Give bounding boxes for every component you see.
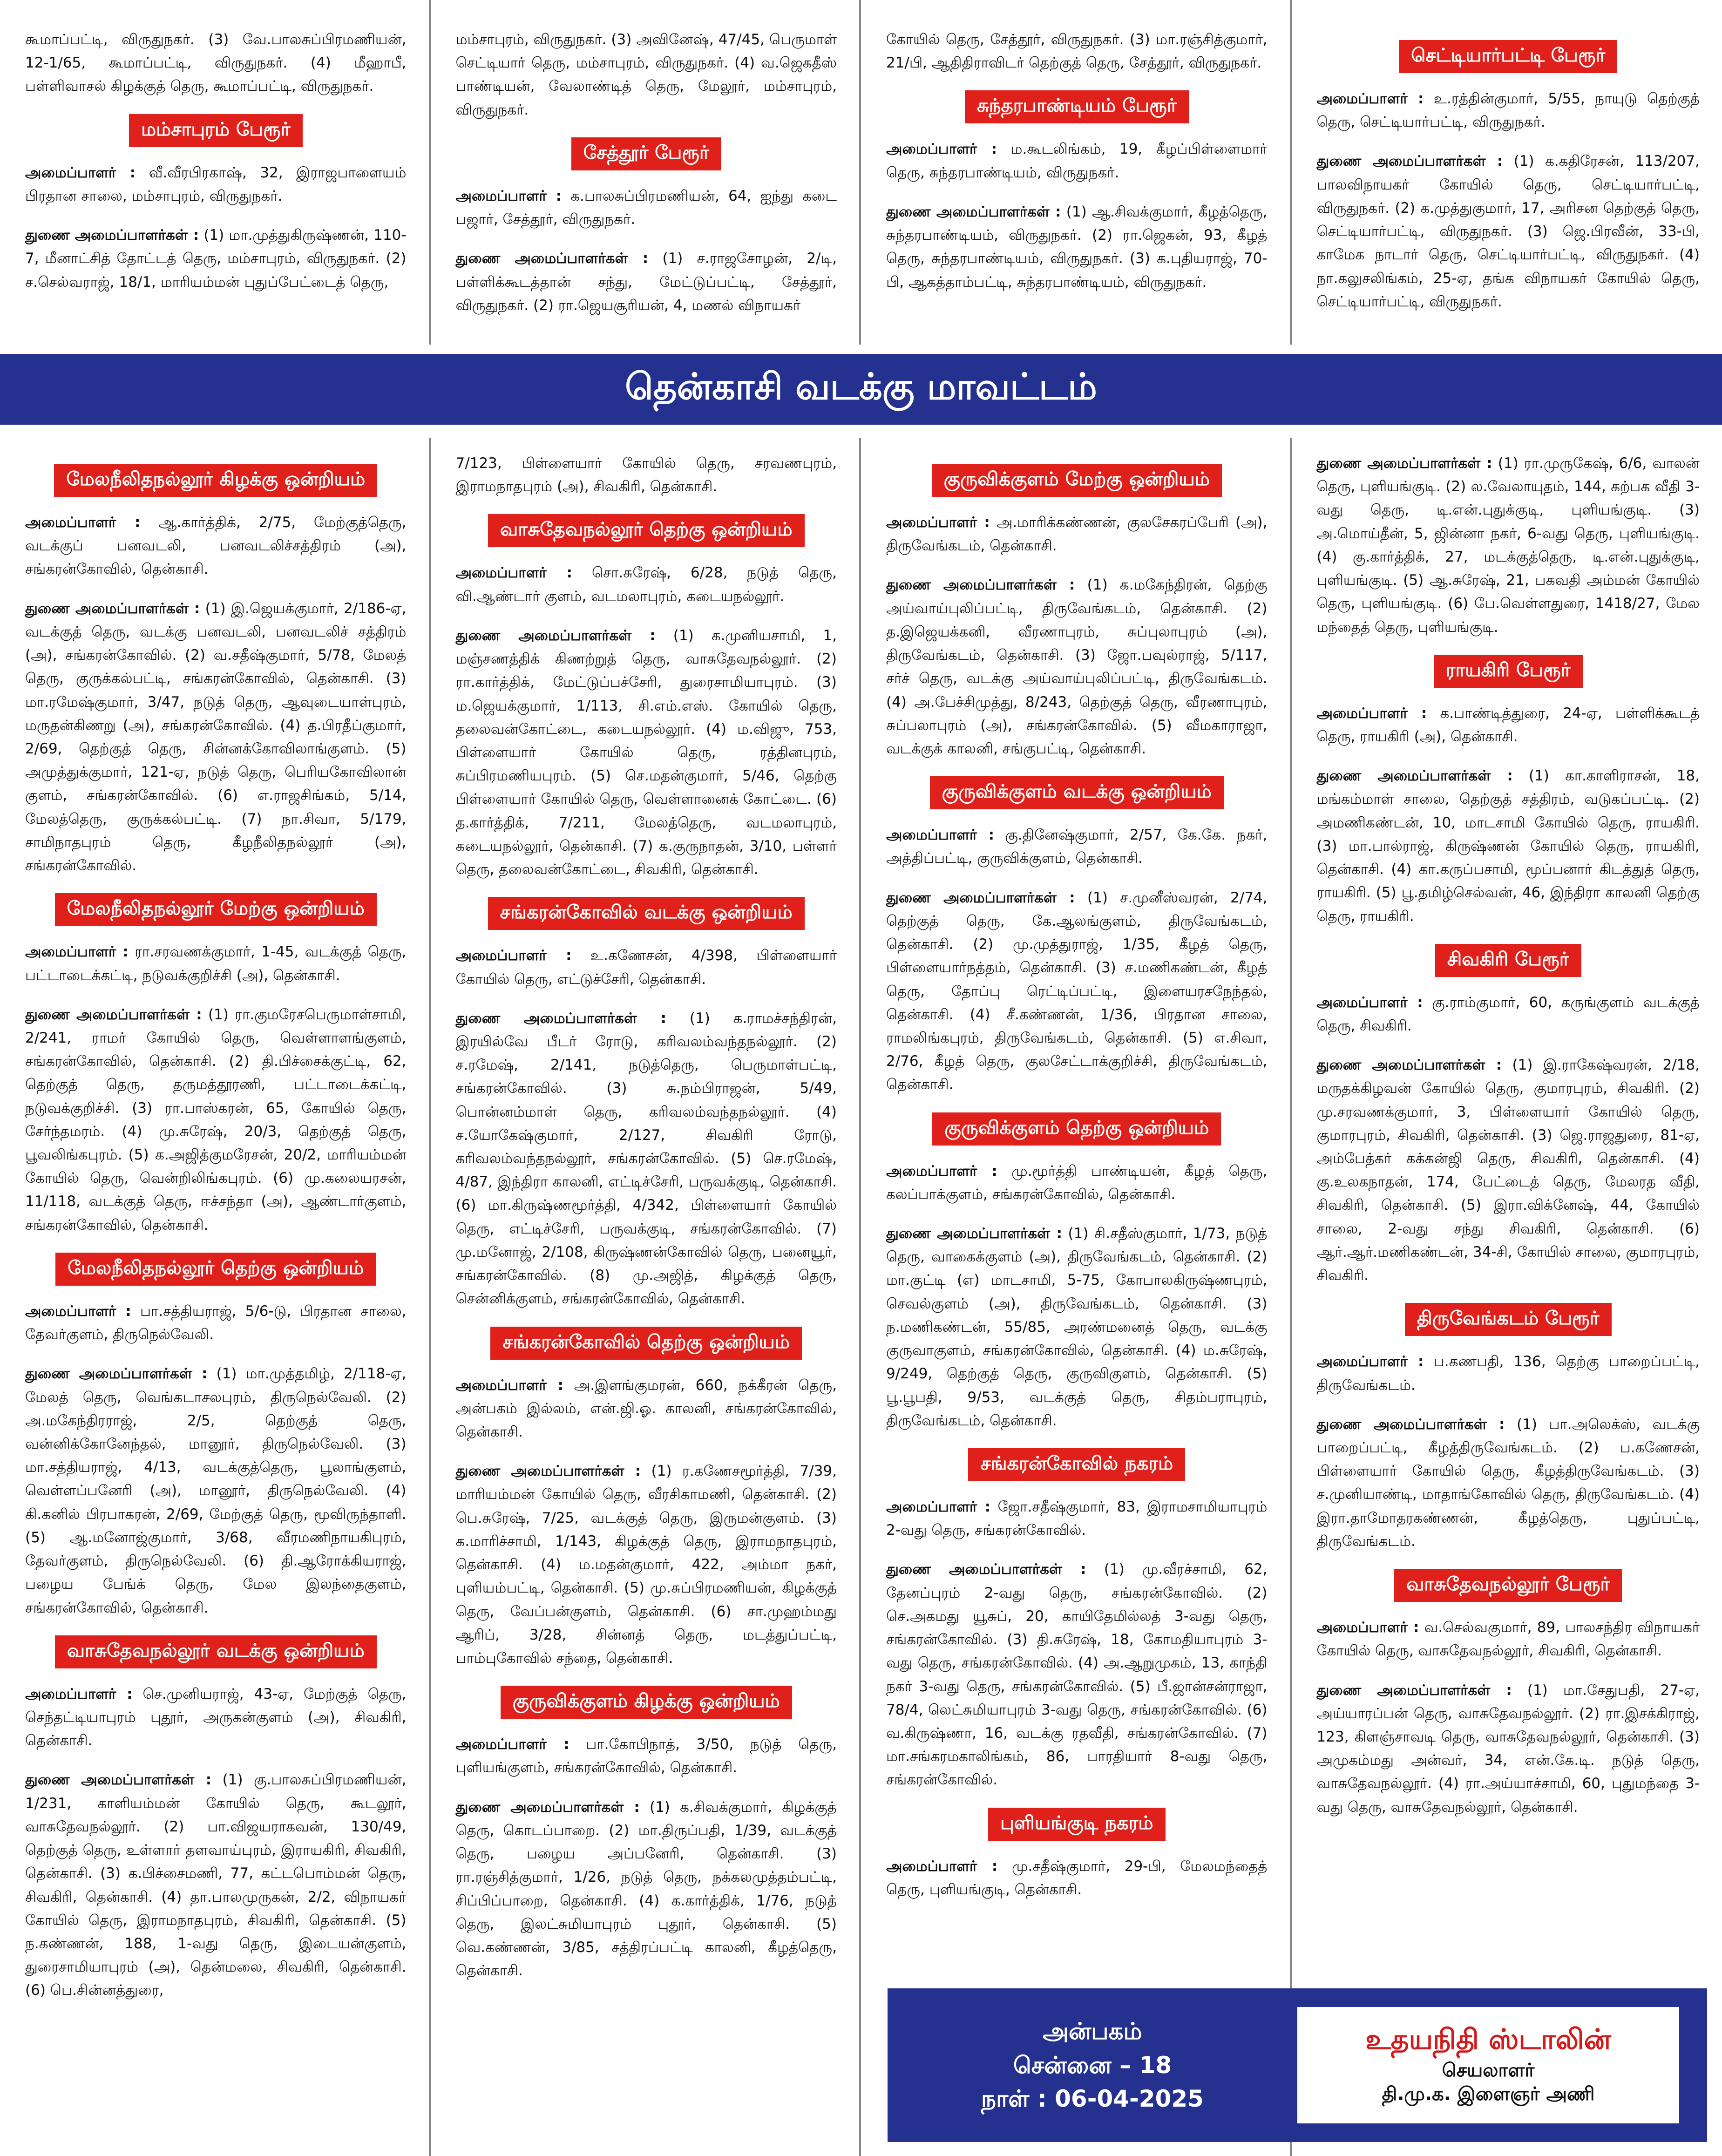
label: அமைப்பாளர் : xyxy=(886,827,995,844)
main-column-2 xyxy=(431,438,861,2156)
label: துணை அமைப்பாளர்கள் : xyxy=(886,1225,1062,1242)
text: (1) கு.பாலசுப்பிரமணியன், 1/231, காளியம்மன் கோயில் தெரு, கூடலூர், வாசுதேவநல்லூர். (2) பா.விஜயராகவன், 130/49, தெற்குத் தெரு, உள்ளார் தளவாய்புரம், இராயகிரி, சிவகிரி, தென்காசி. (3) க.பிச்சைமணி, 77, கட்டபொம்மன் தெரு, சிவகிரி, தென்காசி. (4) தா.பாலமுருகன், 2/2, விநாயகர் கோயில் தெரு, இராமநாதபுரம், சிவகிரி, தென்காசி. (5) ந.கண்ணன், 188, 1-வது தெரு, இடையன்குளம், துரைசாமியாபுரம் (அ), தென்மலை, சிவகிரி, தென்காசி. (6) பெ.சின்னத்துரை, xyxy=(25,1771,407,1999)
label: அமைப்பாளர் : xyxy=(886,141,997,158)
paragraph xyxy=(25,511,407,581)
label: அமைப்பாளர் : xyxy=(1316,994,1423,1011)
text: ரா.சரவணக்குமார், 1-45, வடக்குத் தெரு, பட்டாடைக்கட்டி, நடுவக்குறிச்சி (அ), தென்காசி. xyxy=(25,943,407,984)
text: க.பாண்டித்துரை, 24-ஏ, பள்ளிக்கூடத் தெரு, ராயகிரி (அ), தென்காசி. xyxy=(1316,705,1700,745)
label: அமைப்பாளர் : xyxy=(455,1736,569,1753)
paragraph xyxy=(25,1003,407,1237)
paragraph xyxy=(456,247,837,317)
section-heading: குருவிக்குளம் மேற்கு ஒன்றியம் xyxy=(932,464,1222,497)
label: அமைப்பாளர் : xyxy=(455,1376,563,1394)
paragraph xyxy=(1317,452,1700,639)
paragraph xyxy=(886,1558,1268,1791)
text: அ.மாரிக்கண்ணன், குலசேகரப்பேரி (அ), திருவேங்கடம், தென்காசி. xyxy=(886,514,1268,555)
signatory-wing: தி.மு.க. இளைஞர் அணி xyxy=(1382,2083,1595,2105)
label: அமைப்பாளர் : xyxy=(886,1858,998,1875)
label: அமைப்பாளர் : xyxy=(1316,705,1427,722)
main-column-1 xyxy=(0,438,431,2156)
label: துணை அமைப்பாளர்கள் : xyxy=(455,1463,641,1480)
top-column-1 xyxy=(0,0,431,345)
text: (1) க.முனியசாமி, 1, மஞ்சணத்திக் கிணற்றுத் தெரு, வாசுதேவநல்லூர். (2) ரா.கார்த்திக், மேட்டுப்பச்சேரி, துரைசாமியாபுரம். (3) ம.ஜெயக்குமார், 1/113, சி.எம்.எஸ். கோயில் தெரு, தலைவன்கோட்டை, கடையநல்லூர். (4) ம.விஜு, 753, பிள்ளையார் கோயில் தெரு, ரத்தினபுரம், சுப்பிரமணியபுரம். (5) செ.மதன்குமார், 5/46, தெற்கு பிள்ளையார் கோயில் தெரு, வெள்ளானைக் கோட்டை. (6) த.கார்த்திக், 7/211, மேலத்தெரு, வடமலாபுரம், கடையநல்லூர், தென்காசி. (7) க.குருநாதன், 3/10, பள்ளர் தெரு, தலைவன்கோட்டை, சிவகிரி, தென்காசி. xyxy=(455,627,837,878)
text: கு.ராம்குமார், 60, கருங்குளம் வடக்குத் தெரு, சிவகிரி. xyxy=(1316,994,1700,1034)
label: துணை அமைப்பாளர்கள் : xyxy=(25,227,199,244)
label: அமைப்பாளர் : xyxy=(25,943,129,961)
label: அமைப்பாளர் : xyxy=(886,1162,997,1180)
paragraph: கோயில் தெரு, சேத்தூர், விருதுநகர். (3) மா.ரஞ்சித்குமார், 21/பி, ஆதிதிராவிடர் தெற்குத் தெரு, சேத்தூர், விருதுநகர். xyxy=(886,31,1268,72)
main-column-3 xyxy=(861,438,1292,2156)
paragraph xyxy=(456,624,837,881)
section-heading: சேத்தூர் பேரூர் xyxy=(571,137,721,170)
paragraph xyxy=(886,200,1268,294)
label: துணை அமைப்பாளர்கள் : xyxy=(1316,1416,1505,1433)
signatory-name: உதயநிதி ஸ்டாலின் xyxy=(1365,2023,1611,2056)
label: துணை அமைப்பாளர்கள் : xyxy=(1316,455,1492,472)
section-heading: வாசுதேவநல்லூர் பேரூர் xyxy=(1394,1569,1622,1602)
text: வ.செல்வகுமார், 89, பாலசந்திர விநாயகர் கோயில் தெரு, வாசுதேவநல்லூர், சிவகிரி, தென்காசி. xyxy=(1316,1619,1700,1660)
label: அமைப்பாளர் : xyxy=(455,947,572,964)
label: துணை அமைப்பாளர்கள் : xyxy=(25,600,200,617)
text: (1) பா.அலெக்ஸ், வடக்கு பாறைப்பட்டி, கீழத்திருவேங்கடம். (2) ப.கணேசன், பிள்ளையார் கோயில் தெரு, கீழத்திருவேங்கடம். (3) ச.முனியாண்டி, மாதாங்கோவில் தெரு, திருவேங்கடம். (4) இரா.தாமோதரகண்ணன், கீழத்தெரு, புதுப்பட்டி, திருவேங்கடம். xyxy=(1316,1416,1700,1550)
label: அமைப்பாளர் : xyxy=(455,564,572,582)
section-heading: சுந்தரபாண்டியம் பேரூர் xyxy=(965,90,1189,123)
section-heading: குருவிக்குளம் தெற்கு ஒன்றியம் xyxy=(932,1112,1221,1146)
label: அமைப்பாளர் : xyxy=(1316,1619,1419,1636)
label: துணை அமைப்பாளர்கள் : xyxy=(886,889,1075,906)
footer-box xyxy=(888,1988,1707,2142)
text: (1) கா.காளிராசன், 18, மங்கம்மாள் சாலை, தெற்குத் சத்திரம், வடுகப்பட்டி. (2) அமணிகண்டன், 10, மாடசாமி கோயில் தெரு, ராயகிரி. (3) மா.பால்ராஜ், கிருஷ்ணன் கோயில் தெரு, ராயகிரி, தென்காசி. (4) கா.கருப்பசாமி, மூப்பனார் கிடத்துத் தெரு, ராயகிரி. (5) பூ.தமிழ்செல்வன், 46, இந்திரா காலனி தெற்கு தெரு, ராயகிரி. xyxy=(1316,767,1700,925)
label: அமைப்பாளர் : xyxy=(25,1685,133,1702)
label: துணை அமைப்பாளர்கள் : xyxy=(1316,1681,1512,1699)
text: உ.கணேசன், 4/398, பிள்ளையார் கோயில் தெரு, எட்டுச்சேரி, தென்காசி. xyxy=(455,947,837,988)
label: அமைப்பாளர் : xyxy=(886,1498,991,1515)
paragraph xyxy=(886,1495,1268,1542)
text: வீ.வீரபிரகாஷ், 32, இராஜபாளையம் பிரதான சாலை, மம்சாபுரம், விருதுநகர். xyxy=(25,164,407,204)
section-heading: குருவிக்குளம் கிழக்கு ஒன்றியம் xyxy=(501,1686,792,1719)
section-heading: மம்சாபுரம் பேரூர் xyxy=(129,114,303,147)
paragraph xyxy=(886,511,1268,557)
text: அ.இளங்குமரன், 660, நக்கீரன் தெரு, அன்பகம் இல்லம், என்.ஜி.ஓ. காலனி, சங்கரன்கோவில், தென்காசி. xyxy=(455,1376,837,1440)
paragraph xyxy=(456,1374,837,1444)
label: அமைப்பாளர் : xyxy=(886,514,990,531)
section-heading: மேலநீலிதநல்லூர் மேற்கு ஒன்றியம் xyxy=(55,893,377,926)
section-heading: சங்கரன்கோவில் நகரம் xyxy=(968,1448,1185,1481)
paragraph xyxy=(456,184,837,231)
paragraph xyxy=(1317,1679,1700,1819)
paragraph xyxy=(886,137,1268,184)
label: அமைப்பாளர் : xyxy=(455,187,562,204)
paragraph xyxy=(1317,87,1700,134)
main-section xyxy=(0,438,1722,2156)
section-heading: மேலநீலிதநல்லூர் தெற்கு ஒன்றியம் xyxy=(55,1253,376,1286)
paragraph xyxy=(456,1733,837,1779)
label: துணை அமைப்பாளர்கள் : xyxy=(1316,767,1513,785)
text: (1) இ.ராகேஷ்வரன், 2/18, மருதக்கிழவன் கோயில் தெரு, குமாரபுரம், சிவகிரி. (2) மு.சரவணக்குமார், 3, பிள்ளையார் கோயில் தெரு, குமாரபுரம், சிவகிரி, தென்காசி. (3) ஜெ.ராஜதுரை, 81-ஏ, அம்பேத்கர் கக்கன்ஜி தெரு, சிவகிரி, தென்காசி. (4) கு.உலகநாதன், 174, பேட்டைத் தெரு, மேலரத வீதி, சிவகிரி, தென்காசி. (5) இரா.விக்னேஷ், 44, கோயில் சாலை, 2-வது சந்து சிவகிரி, தென்காசி. (6) ஆர்.ஆர்.மணிகண்டன், 34-சி, கோயில் சாலை, குமாரபுரம், சிவகிரி. xyxy=(1316,1057,1700,1284)
section-heading: ராயகிரி பேரூர் xyxy=(1434,655,1583,688)
text: மு.சதீஷ்குமார், 29-பி, மேலமந்தைத் தெரு, புளியங்குடி, தென்காசி. xyxy=(886,1858,1268,1898)
paragraph: 7/123, பிள்ளையார் கோயில் தெரு, சரவணபுரம், இராமநாதபுரம் (அ), சிவகிரி, தென்காசி. xyxy=(455,455,837,495)
label: அமைப்பாளர் : xyxy=(25,1302,131,1320)
paragraph xyxy=(1317,1350,1700,1397)
text: (1) க.மகேந்திரன், தெற்கு அய்வாய்புலிப்பட்டி, திருவேங்கடம், தென்காசி. (2) த.இஜெயக்கனி, வீரணாபுரம், சுப்புலாபுரம் (அ), திருவேங்கடம், தென்காசி. (3) ஜோ.பவுல்ராஜ், 5/117, சர்ச் தெரு, வடக்கு அய்வாய்புலிப்பட்டி, திருவேங்கடம். (4) அ.பேச்சிமுத்து, 8/243, தெற்குத் தெரு, வீரணாபுரம், சுப்பலாபுரம் (அ), சங்கரன்கோவில். (5) வீமகாராஜா, வடக்குக் காலனி, சங்குபட்டி, தென்காசி. xyxy=(886,576,1268,757)
paragraph xyxy=(1317,1053,1700,1287)
footer-signatory xyxy=(1297,2007,1679,2123)
paragraph xyxy=(886,573,1268,760)
text: (1) மா.சேதுபதி, 27-ஏ, அய்யாரப்பன் தெரு, வாசுதேவநல்லூர். (2) ரா.இசக்கிராஜ், 123, கிளஞ்சாவடி தெரு, வாசுதேவநல்லூர், தென்காசி. (3) அமுகம்மது அன்வர், 34, என்.கே.டி. நடுத் தெரு, வாசுதேவநல்லூர். (4) ரா.அய்யாச்சாமி, 60, புதுமந்தை 3-வது தெரு, வாசுதேவநல்லூர், தென்காசி. xyxy=(1316,1681,1700,1816)
paragraph xyxy=(886,1222,1268,1432)
paragraph xyxy=(1317,991,1700,1037)
main-column-4 xyxy=(1292,438,1722,2156)
paragraph xyxy=(456,1796,837,1983)
text: பா.சத்தியராஜ், 5/6-டு, பிரதான சாலை, தேவர்குளம், திருநெல்வேலி. xyxy=(25,1302,407,1343)
footer-line-1: அன்பகம் xyxy=(1043,2018,1142,2045)
text: (1) சி.சதீஸ்குமார், 1/73, நடுத் தெரு, வாகைக்குளம் (அ), திருவேங்கடம், தென்காசி. (2) மா.குட்டி (எ) மாடசாமி, 5-75, கோபாலகிருஷ்ணபுரம், செவல்குளம் (அ), திருவேங்கடம், தென்காசி. (3) ந.மணிகண்டன், 55/85, அரண்மனைத் தெரு, வடக்கு குருவாகுளம், சங்கரன்கோவில், தென்காசி. (4) ம.சுரேஷ், 9/249, தெற்குத் தெரு, குருவிகுளம், தென்காசி. (5) பூ.பூபதி, 9/53, வடக்குத் தெரு, சிதம்பராபுரம், திருவேங்கடம், தென்காசி. xyxy=(886,1225,1268,1429)
paragraph xyxy=(25,1682,407,1753)
section-heading: சங்கரன்கோவில் தெற்கு ஒன்றியம் xyxy=(490,1327,802,1360)
label: அமைப்பாளர் : xyxy=(1316,90,1424,107)
label: துணை அமைப்பாளர்கள் : xyxy=(25,1006,202,1023)
label: துணை அமைப்பாளர்கள் : xyxy=(455,1010,667,1027)
label: துணை அமைப்பாளர்கள் : xyxy=(886,203,1061,220)
text: செ.முனியராஜ், 43-ஏ, மேற்குத் தெரு, செந்தட்டியாபுரம் புதூர், அருகன்குளம் (அ), சிவகிரி, தென்காசி. xyxy=(25,1685,407,1749)
paragraph xyxy=(886,1159,1268,1206)
text: (1) மா.முத்தமிழ், 2/118-ஏ, மேலத் தெரு, வெங்கடாசலபுரம், திருநெல்வேலி. (2) அ.மகேந்திரராஜ், 2/5, தெற்குத் தெரு, வன்னிக்கோனேந்தல், மானூர், திருநெல்வேலி. (3) மா.சத்தியராஜ், 4/13, வடக்குத்தெரு, பூலாங்குளம், வெள்ளப்பனேரி (அ), மானூர், திருநெல்வேலி. (4) கி.கனில் பிரபாகரன், 2/69, மேற்குத் தெரு, மூவிருந்தாளி. (5) ஆ.மனோஜ்குமார், 3/68, வீரமணிநாயகிபுரம், தேவர்குளம், திருநெல்வேலி. (6) தி.ஆரோக்கியராஜ், பழைய பேங்க் தெரு, மேல இலந்தைகுளம், சங்கரன்கோவில், தென்காசி. xyxy=(25,1365,407,1616)
paragraph: கூமாப்பட்டி, விருதுநகர். (3) வே.பாலசுப்பிரமணியன், 12-1/65, கூமாப்பட்டி, விருதுநகர். (4) மீஹாபீ, பள்ளிவாசல் கிழக்குத் தெரு, கூமாப்பட்டி, விருதுநகர். xyxy=(25,31,407,95)
label: துணை அமைப்பாளர்கள் : xyxy=(455,250,649,267)
paragraph: மம்சாபுரம், விருதுநகர். (3) அவினேஷ், 47/45, பெருமாள் செட்டியார் தெரு, மம்சாபுரம், விருதுநகர். (4) வ.ஜெகதீஸ் பாண்டியன், வேலாண்டித் தெரு, மேலூர், மம்சாபுரம், விருதுநகர். xyxy=(455,31,837,118)
paragraph xyxy=(1317,149,1700,313)
text: (1) க.ராமச்சந்திரன், இரயில்வே பீடர் ரோடு, கரிவலம்வந்தநல்லூர். (2) ச.ரமேஷ், 2/141, நடுத்தெரு, பெருமாள்பட்டி, சங்கரன்கோவில். (3) சு.நம்பிராஜன், 5/49, பொன்னம்மாள் தெரு, கரிவலம்வந்தநல்லூர். (4) ச.யோகேஷ்குமார், 2/127, சிவகிரி ரோடு, கரிவலம்வந்தநல்லூர், சங்கரன்கோவில். (5) செ.ரமேஷ், 4/87, இந்திரா காலனி, எட்டிச்சேரி, பருவக்குடி, தென்காசி. (6) மா.கிருஷ்ணமூர்த்தி, 4/342, பிள்ளையார் கோயில் தெரு, எட்டிச்சேரி, பருவக்குடி, சங்கரன்கோவில். (7) மு.மனோஜ், 2/108, கிருஷ்ணன்கோவில் தெரு, பனையூர், சங்கரன்கோவில். (8) மு.அஜித், கிழக்குத் தெரு, சென்னிக்குளம், சங்கரன்கோவில், தென்காசி. xyxy=(455,1010,837,1308)
section-heading: புளியங்குடி நகரம் xyxy=(988,1808,1166,1841)
paragraph xyxy=(886,1855,1268,1901)
section-heading: சங்கரன்கோவில் வடக்கு ஒன்றியம் xyxy=(488,897,805,930)
text: கு.தினேஷ்குமார், 2/57, கே.கே. நகர், அத்திப்பட்டி, குருவிக்குளம், தென்காசி. xyxy=(886,827,1268,867)
section-heading: குருவிக்குளம் வடக்கு ஒன்றியம் xyxy=(930,776,1224,809)
signatory-role: செயலாளர் xyxy=(1442,2060,1535,2081)
text: (1) ரா.குமரேசபெருமாள்சாமி, 2/241, ராமர் கோயில் தெரு, வெள்ளாளங்குளம், சங்கரன்கோவில், தென்காசி. (2) தி.பிச்சைக்குட்டி, 62, தெற்குத் தெரு, தருமத்தூரணி, பட்டாடைக்கட்டி, நடுவக்குறிச்சி. (3) ரா.பாஸ்கரன், 65, கோயில் தெரு, சேர்ந்தமரம். (4) மு.சுரேஷ், 20/3, தெற்குத் தெரு, பூவலிங்கபுரம். (5) க.அஜித்குமரேசன், 20/2, மாரியம்மன் கோயில் தெரு, வென்றிலிங்கபுரம். (6) மு.கலையரசன், 11/118, வடக்குத் தெரு, ஈச்சந்தா (அ), ஆண்டார்குளம், சங்கரன்கோவில், தென்காசி. xyxy=(25,1006,407,1234)
section-heading: வாசுதேவநல்லூர் தெற்கு ஒன்றியம் xyxy=(488,514,805,547)
text: ம.கூடலிங்கம், 19, கீழப்பிள்ளைமார் தெரு, சுந்தரபாண்டியம், விருதுநகர். xyxy=(886,141,1268,181)
text: பா.கோபிநாத், 3/50, நடுத் தெரு, புளியங்குளம், சங்கரன்கோவில், தென்காசி. xyxy=(455,1736,837,1776)
paragraph xyxy=(25,1768,407,2002)
text: உ.ரத்தின்குமார், 5/55, நாயுடு தெற்குத் தெரு, செட்டியார்பட்டி, விருதுநகர். xyxy=(1316,90,1700,131)
footer-address xyxy=(888,1988,1297,2142)
label: துணை அமைப்பாளர்கள் : xyxy=(455,627,656,644)
text: (1) மு.வீரச்சாமி, 62, தேனப்புரம் 2-வது தெரு, சங்கரன்கோவில். (2) செ.அகமது யூசுப், 20, காயிதேமில்லத் 3-வது தெரு, சங்கரன்கோவில். (3) தி.சுரேஷ், 18, கோமதியாபுரம் 3-வது தெரு, சங்கரன்கோவில். (4) அ.ஆறுமுகம், 13, காந்தி நகர் 3-வது தெரு, சங்கரன்கோவில். (5) பீ.ஜான்சன்ராஜா, 78/4, லெட்சுமியாபுரம் 3-வது தெரு, சங்கரன்கோவில். (6) வ.கிருஷ்ணா, 16, வடக்கு ரதவீதி, சங்கரன்கோவில். (7) மா.சங்கரமகாலிங்கம், 86, பாரதியார் 8-வது தெரு, சங்கரன்கோவில். xyxy=(886,1561,1268,1789)
top-section xyxy=(0,0,1722,345)
label: அமைப்பாளர் : xyxy=(25,164,136,181)
text: (1) இ.ஜெயக்குமார், 2/186-ஏ, வடக்குத் தெரு, வடக்கு பனவடலி, பனவடலிச் சத்திரம் (அ), சங்கரன்கோவில். (2) வ.சதீஷ்குமார், 5/78, மேலத் தெரு, குருக்கல்பட்டி, சங்கரன்கோவில், தென்காசி. (3) மா.ரமேஷ்குமார், 3/47, நடுத் தெரு, ஆவுடையாள்புரம், மருதன்கிணறு (அ), சங்கரன்கோவில். (4) த.பிரதீப்குமார், 2/69, தெற்குத் தெரு, சின்னக்கோவிலாங்குளம். (5) அமுத்துக்குமார், 121-ஏ, நடுத் தெரு, பெரியகோவிலான் குளம், சங்கரன்கோவில். (6) எ.ராஜசிங்கம், 5/14, மேலத்தெரு, குருக்கல்பட்டி. (7) நா.சிவா, 5/179, சாமிநாதபுரம் தெரு, கீழநீலிதநல்லூர் (அ), சங்கரன்கோவில். xyxy=(25,600,407,875)
section-heading: செட்டியார்பட்டி பேரூர் xyxy=(1399,40,1617,73)
label: துணை அமைப்பாளர்கள் : xyxy=(25,1365,208,1383)
district-banner xyxy=(0,354,1722,425)
text: ப.கணபதி, 136, தெற்கு பாறைப்பட்டி, திருவேங்கடம். xyxy=(1316,1353,1700,1394)
paragraph xyxy=(1317,764,1700,928)
section-heading: திருவேங்கடம் பேரூர் xyxy=(1405,1303,1612,1336)
text: (1) ரா.முருகேஷ், 6/6, வாலன் தெரு, புளியங்குடி. (2) ல.வேலாயுதம், 144, கற்பக வீதி 3-வது தெரு, டி.என்.புதுக்குடி, புளியங்குடி. (3) அ.மொய்தீன், 5, ஜின்னா நகர், 6-வது தெரு, புளியங்குடி. (4) கு.கார்த்திக், 27, மடக்குத்தெரு, டி.என்.புதுக்குடி, புளியங்குடி. (5) ஆ.சுரேஷ், 21, பகவதி அம்மன் கோயில் தெரு, புளியங்குடி. (6) பே.வெள்ளதுரை, 1418/27, மேல மந்தைத் தெரு, புளியங்குடி. xyxy=(1316,455,1700,636)
text: (1) ஆ.சிவக்குமார், கீழத்தெரு, சுந்தரபாண்டியம், விருதுநகர். (2) ரா.ஜெகன், 93, கீழத் தெரு, சுந்தரபாண்டியம், விருதுநகர். (3) க.புதியராஜ், 70-பி, ஆகத்தாம்பட்டி, சுந்தரபாண்டியம், விருதுநகர். xyxy=(886,203,1268,291)
top-column-3 xyxy=(861,0,1292,345)
paragraph xyxy=(1317,1413,1700,1553)
label: துணை அமைப்பாளர்கள் : xyxy=(1316,1057,1502,1074)
top-column-4 xyxy=(1292,0,1722,345)
paragraph xyxy=(456,1007,837,1311)
text: மு.மூர்த்தி பாண்டியன், கீழத் தெரு, கலப்பாக்குளம், சங்கரன்கோவில், தென்காசி. xyxy=(886,1162,1268,1203)
label: துணை அமைப்பாளர்கள் : xyxy=(886,1561,1086,1578)
label: துணை அமைப்பாளர்கள் : xyxy=(886,576,1075,594)
text: (1) ச.முனீஸ்வரன், 2/74, தெற்குத் தெரு, கே.ஆலங்குளம், திருவேங்கடம், தென்காசி. (2) மு.முத்துராஜ், 1/35, கீழத் தெரு, பிள்ளையார்நத்தம், தென்காசி. (3) ச.மணிகண்டன், கீழத் தெரு, தோப்பு ரெட்டிப்பட்டி, இளையரசநேந்தல், தென்காசி. (4) சீ.கண்ணன், 1/36, பிரதான சாலை, ராமலிங்கபுரம், திருவேங்கடம், தென்காசி. (5) எ.சிவா, 2/76, கீழத் தெரு, குலசேட்டாக்குறிச்சி, திருவேங்கடம், தென்காசி. xyxy=(886,889,1268,1093)
paragraph xyxy=(25,597,407,878)
label: துணை அமைப்பாளர்கள் : xyxy=(455,1798,640,1816)
section-heading: வாசுதேவநல்லூர் வடக்கு ஒன்றியம் xyxy=(55,1635,377,1668)
text: (1) க.கதிரேசன், 113/207, பாலவிநாயகர் கோயில் தெரு, செட்டியார்பட்டி, விருதுநகர். (2) க.முத்துகுமார், 17, அரிசன தெற்குத் தெரு, செட்டியார்பட்டி, விருதுநகர். (3) ஜெ.பிரவீன், 33-பி, காமேக நாடார் தெரு, செட்டியார்பட்டி, விருதுநகர். (4) நா.கலுசலிங்கம், 25-ஏ, தங்க விநாயகர் கோயில் தெரு, செட்டியார்பட்டி, விருதுநகர். xyxy=(1316,153,1700,310)
label: அமைப்பாளர் : xyxy=(25,514,141,531)
paragraph xyxy=(456,1459,837,1670)
text: ஆ.கார்த்திக், 2/75, மேற்குத்தெரு, வடக்குப் பனவடலி, பனவடலிச்சத்திரம் (அ), சங்கரன்கோவில், தென்காசி. xyxy=(25,514,407,578)
paragraph xyxy=(25,224,407,294)
paragraph xyxy=(886,886,1268,1097)
label: துணை அமைப்பாளர்கள் : xyxy=(1316,153,1503,170)
text: க.பாலசுப்பிரமணியன், 64, ஐந்து கடை பஜார், சேத்தூர், விருதுநகர். xyxy=(455,187,837,228)
text: (1) ர.கணேசமூர்த்தி, 7/39, மாரியம்மன் கோயில் தெரு, வீரசிகாமணி, தென்காசி. (2) பெ.சுரேஷ், 7/25, வடக்குத் தெரு, இருமன்குளம். (3) க.மாரிச்சாமி, 1/143, கிழக்குத் தெரு, இராமநாதபுரம், தென்காசி. (4) ம.மதன்குமார், 422, அம்மா நகர், புளியம்பட்டி, தென்காசி. (5) மு.சுப்பிரமணியன், கிழக்குத் தெரு, வேப்பன்குளம், தென்காசி. (6) சா.முஹம்மது ஆரிப், 3/28, சின்னத் தெரு, மடத்துப்பட்டி, பாம்புகோவில் சந்தை, தென்காசி. xyxy=(455,1463,837,1667)
paragraph xyxy=(25,1300,407,1346)
section-heading: சிவகிரி பேரூர் xyxy=(1435,944,1581,977)
paragraph xyxy=(456,944,837,990)
text: ஜோ.சதீஷ்குமார், 83, இராமசாமியாபுரம் 2-வது தெரு, சங்கரன்கோவில். xyxy=(886,1498,1268,1539)
paragraph xyxy=(25,161,407,208)
text: (1) மா.முத்துகிருஷ்ணன், 110-7, மீனாட்சித் தோட்டத் தெரு, மம்சாபுரம், விருதுநகர். (2) ச.செல்வராஜ், 18/1, மாரியம்மன் புதுப்பேட்டைத் தெரு, xyxy=(25,227,407,291)
footer-date: நாள் : 06-04-2025 xyxy=(981,2085,1204,2113)
paragraph xyxy=(456,561,837,608)
top-column-2 xyxy=(431,0,861,345)
paragraph xyxy=(1317,1616,1700,1662)
label: அமைப்பாளர் : xyxy=(1316,1353,1424,1370)
text: (1) ச.ராஜசோழன், 2/டி, பள்ளிக்கூடத்தான் சந்து, மேட்டுப்பட்டி, சேத்தூர், விருதுநகர். (2) ரா.ஜெயசூரியன், 4, மணல் விநாயகர் xyxy=(455,250,837,314)
paragraph xyxy=(886,823,1268,870)
paragraph xyxy=(25,1362,407,1619)
label: துணை அமைப்பாளர்கள் : xyxy=(25,1771,212,1789)
footer-line-2: சென்னை – 18 xyxy=(1013,2051,1172,2079)
banner-title: தென்காசி வடக்கு மாவட்டம் xyxy=(625,366,1097,408)
paragraph xyxy=(25,940,407,987)
section-heading: மேலநீலிதநல்லூர் கிழக்கு ஒன்றியம் xyxy=(54,464,377,497)
paragraph xyxy=(1317,702,1700,748)
text: (1) க.சிவக்குமார், கிழக்குத் தெரு, கொடப்பாறை. (2) மா.திருப்பதி, 1/39, வடக்குத் தெரு, பழைய அப்பனேரி, தென்காசி. (3) ரா.ரஞ்சித்குமார், 1/26, நடுத் தெரு, நக்கலமுத்தம்பட்டி, சிப்பிப்பாறை, தென்காசி. (4) க.கார்த்திக், 1/76, நடுத் தெரு, இலட்சுமியாபுரம் புதூர், தென்காசி. (5) வெ.கண்ணன், 3/85, சத்திரப்பட்டி காலனி, கீழத்தெரு, தென்காசி. xyxy=(455,1798,837,1980)
text: சொ.சுரேஷ், 6/28, நடுத் தெரு, வி.ஆண்டார் குளம், வடமலாபுரம், கடையநல்லூர். xyxy=(455,564,837,605)
